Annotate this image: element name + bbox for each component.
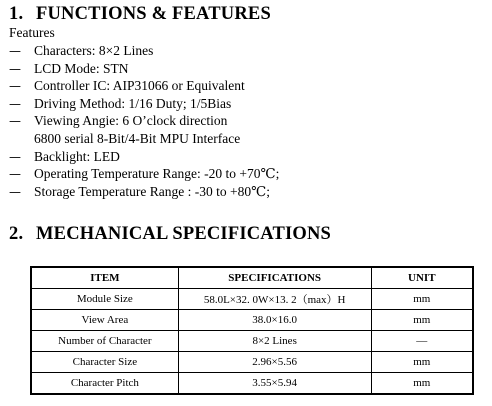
section-1-title: FUNCTIONS & FEATURES xyxy=(36,4,271,24)
feature-item xyxy=(9,77,279,95)
dash-bullet-icon: — xyxy=(9,96,21,111)
table-row xyxy=(31,352,473,373)
dash-bullet-icon: — xyxy=(9,114,21,129)
dash-bullet-icon: — xyxy=(9,79,21,94)
feature-item xyxy=(9,112,279,130)
feature-item xyxy=(9,183,279,201)
cell-spec: 58.0L×32. 0W×13. 2（max）H xyxy=(178,289,371,310)
table-row xyxy=(31,289,473,310)
cell-spec: 8×2 Lines xyxy=(178,331,371,352)
feature-text: Backlight: LED xyxy=(34,148,120,164)
table-header-row xyxy=(31,267,473,289)
dash-bullet-icon: — xyxy=(9,149,21,164)
feature-text: LCD Mode: STN xyxy=(34,60,129,76)
features-subtitle: Features xyxy=(9,25,55,40)
table-row xyxy=(31,331,473,352)
feature-text: Viewing Angie: 6 O’clock direction xyxy=(34,113,228,129)
section-2-number: 2. xyxy=(9,224,24,244)
cell-item: Character Pitch xyxy=(31,373,178,395)
feature-text: Characters: 8×2 Lines xyxy=(34,43,154,58)
cell-unit: mm xyxy=(371,289,473,310)
feature-item xyxy=(9,95,279,113)
feature-text: Driving Method: 1/16 Duty; 1/5Bias xyxy=(34,95,232,111)
dash-bullet-icon: — xyxy=(9,167,21,182)
cell-unit: — xyxy=(371,331,473,352)
cell-item: Module Size xyxy=(31,289,178,310)
feature-item xyxy=(9,165,279,183)
feature-text: Controller IC: AIP31066 or Equivalent xyxy=(34,78,245,94)
cell-item: View Area xyxy=(31,310,178,331)
section-1-heading xyxy=(9,4,271,25)
table-row xyxy=(31,310,473,331)
dash-bullet-icon: — xyxy=(9,184,21,199)
feature-item xyxy=(9,130,279,148)
cell-unit: mm xyxy=(371,352,473,373)
section-2-title: MECHANICAL SPECIFICATIONS xyxy=(36,224,332,244)
section-1-number: 1. xyxy=(9,4,24,24)
feature-item xyxy=(9,148,279,166)
cell-spec: 2.96×5.56 xyxy=(178,352,371,373)
header-specifications: SPECIFICATIONS xyxy=(178,267,371,289)
header-item: ITEM xyxy=(31,267,178,289)
cell-unit: mm xyxy=(371,373,473,395)
cell-item: Character Size xyxy=(31,352,178,373)
section-2-heading xyxy=(9,224,331,245)
header-unit: UNIT xyxy=(371,267,473,289)
feature-item xyxy=(9,60,279,78)
mechanical-spec-table xyxy=(30,266,474,395)
dash-bullet-icon: — xyxy=(9,44,21,58)
cell-unit: mm xyxy=(371,310,473,331)
table-row xyxy=(31,373,473,395)
feature-text: Storage Temperature Range : -30 to +80℃; xyxy=(34,183,270,199)
feature-item xyxy=(9,42,279,60)
feature-text: 6800 serial 8-Bit/4-Bit MPU Interface xyxy=(34,130,241,146)
cell-item: Number of Character xyxy=(31,331,178,352)
cell-spec: 38.0×16.0 xyxy=(178,310,371,331)
dash-bullet-icon: — xyxy=(9,61,21,76)
cell-spec: 3.55×5.94 xyxy=(178,373,371,395)
features-list xyxy=(9,42,279,200)
feature-text: Operating Temperature Range: -20 to +70℃; xyxy=(34,166,280,182)
